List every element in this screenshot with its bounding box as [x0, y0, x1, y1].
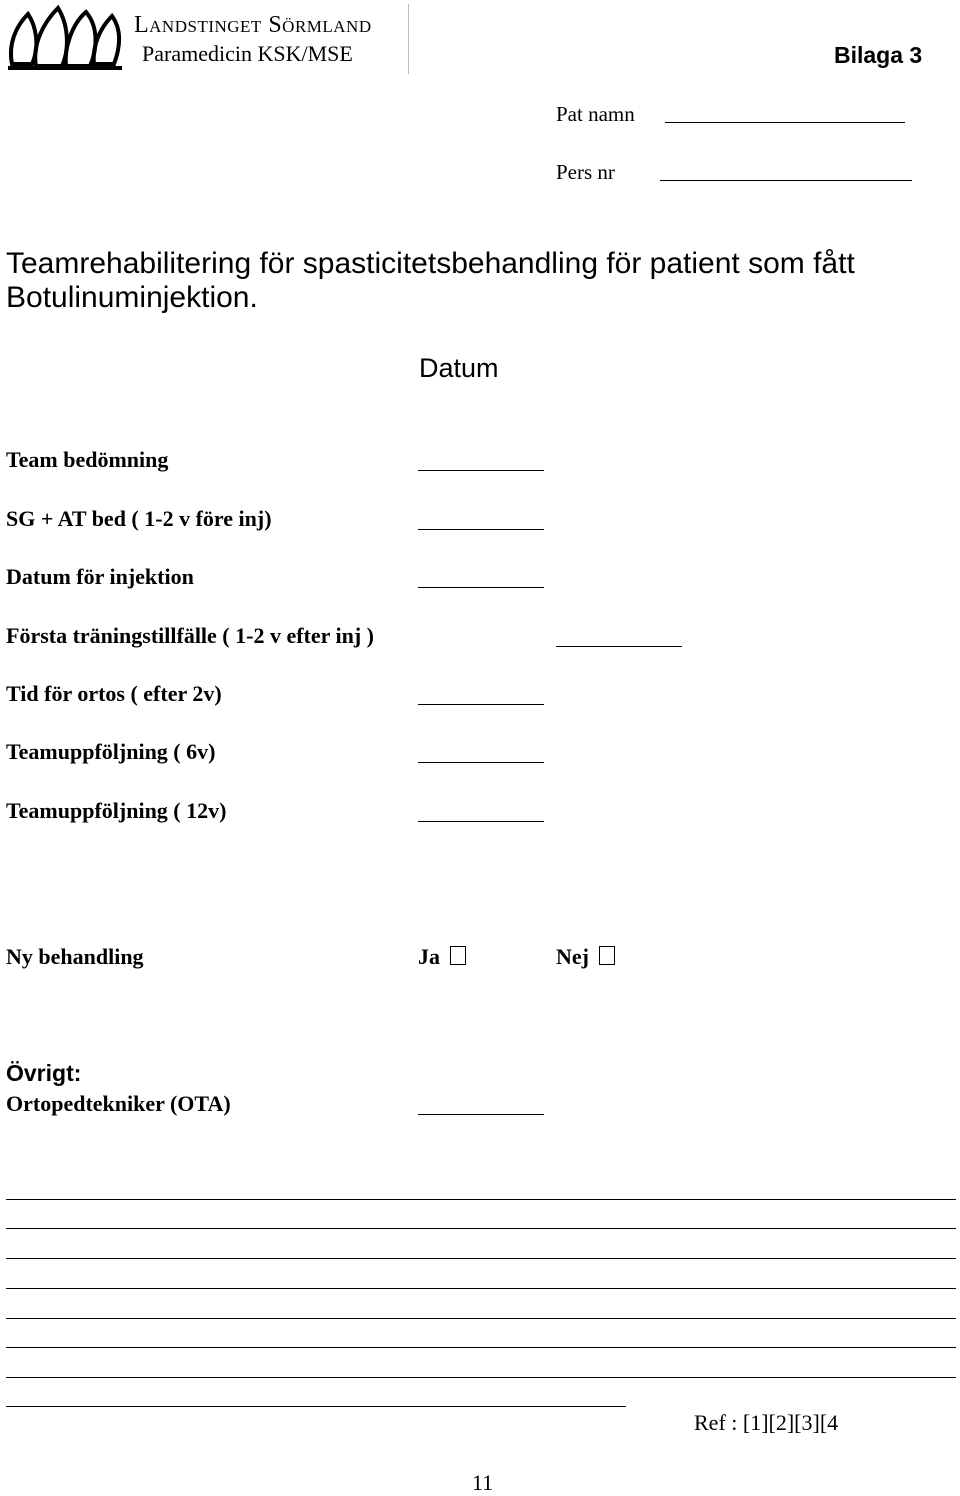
- yes-label: Ja: [418, 944, 440, 969]
- organization-name: Landstinget Sörmland: [134, 12, 372, 38]
- notes-line[interactable]: [6, 1377, 956, 1378]
- other-heading: Övrigt:: [6, 1060, 82, 1086]
- notes-line[interactable]: [6, 1318, 956, 1319]
- notes-line[interactable]: [6, 1199, 956, 1200]
- header-divider: [408, 4, 409, 74]
- date-field-orthosis-time[interactable]: [418, 704, 544, 705]
- date-field-first-training[interactable]: [556, 646, 682, 647]
- row-label-pre-injection-assessment: SG + AT bed ( 1-2 v före inj): [6, 506, 272, 531]
- lotus-logo-icon: [6, 4, 124, 74]
- patient-name-label: Pat namn: [556, 102, 635, 126]
- page-title: Teamrehabilitering för spasticitetsbehandling för patient som fått Botulinuminjektion.: [6, 247, 855, 314]
- notes-line[interactable]: [6, 1347, 956, 1348]
- row-label-injection-date: Datum för injektion: [6, 564, 194, 589]
- notes-line[interactable]: [6, 1228, 956, 1229]
- row-label-first-training: Första träningstillfälle ( 1-2 v efter inj ): [6, 623, 375, 648]
- row-label-team-assessment: Team bedömning: [6, 447, 169, 472]
- row-label-orthosis-time: Tid för ortos ( efter 2v): [6, 681, 222, 706]
- row-label-followup-6w: Teamuppföljning ( 6v): [6, 739, 216, 764]
- date-column-header: Datum: [419, 353, 499, 383]
- no-label: Nej: [556, 944, 589, 969]
- new-treatment-yes-option[interactable]: [418, 944, 466, 970]
- date-field-followup-12w[interactable]: [418, 821, 544, 822]
- notes-line[interactable]: [6, 1288, 956, 1289]
- notes-line[interactable]: [6, 1258, 956, 1259]
- reference-text: Ref : [1][2][3][4: [694, 1410, 839, 1435]
- patient-name-field[interactable]: [665, 122, 905, 123]
- yes-checkbox[interactable]: [450, 946, 466, 965]
- no-checkbox[interactable]: [599, 946, 615, 965]
- new-treatment-no-option[interactable]: [556, 944, 615, 970]
- row-label-followup-12w: Teamuppföljning ( 12v): [6, 798, 227, 823]
- orthotist-label: Ortopedtekniker (OTA): [6, 1091, 231, 1116]
- notes-line[interactable]: [6, 1406, 626, 1407]
- date-field-team-assessment[interactable]: [418, 470, 544, 471]
- personal-id-field[interactable]: [660, 180, 912, 181]
- appendix-label: Bilaga 3: [834, 42, 923, 68]
- personal-id-label: Pers nr: [556, 160, 615, 184]
- new-treatment-label: Ny behandling: [6, 944, 144, 969]
- department-name: Paramedicin KSK/MSE: [142, 41, 353, 66]
- date-field-followup-6w[interactable]: [418, 762, 544, 763]
- date-field-injection-date[interactable]: [418, 587, 544, 588]
- date-field-pre-injection-assessment[interactable]: [418, 529, 544, 530]
- page-number: 11: [472, 1470, 494, 1495]
- orthotist-date-field[interactable]: [418, 1114, 544, 1115]
